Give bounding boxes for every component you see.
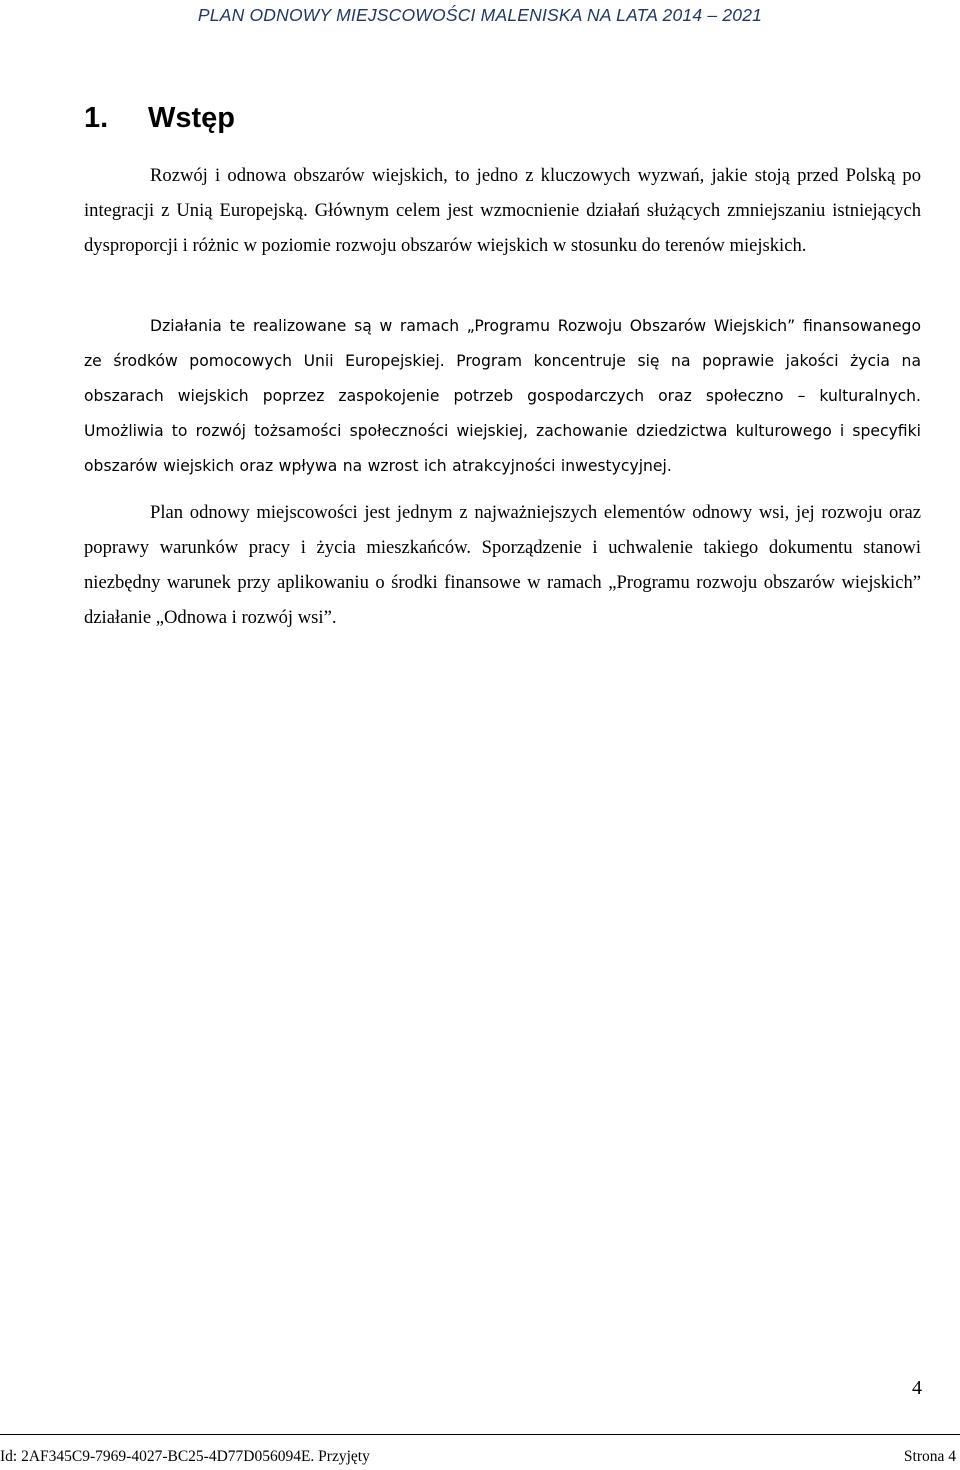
paragraph-intro: Rozwój i odnowa obszarów wiejskich, to jedno z kluczowych wyzwań, jakie stoją przed Polską po integracji z Unią Europejską. Głównym celem jest wzmocnienie działań służących zmniejszaniu istniejących dysproporcji i różnic w poziomie rozwoju obszarów wiejskich w stosunku do terenów miejskich. (84, 165, 921, 256)
document-id: Id: 2AF345C9-7969-4027-BC25-4D77D056094E. Przyjęty (0, 1448, 370, 1465)
running-header: PLAN ODNOWY MIEJSCOWOŚCI MALENISKA NA LATA 2014 – 2021 (197, 5, 763, 25)
page-number: 4 (912, 1377, 922, 1399)
paragraph-program: Działania te realizowane są w ramach „Programu Rozwoju Obszarów Wiejskich” finansowanego ze środków pomocowych Unii Europejskiej. Program koncentruje się na poprawie jakości życia na obszarach wiejskich poprzez zaspokojenie potrzeb gospodarczych oraz społeczno – kulturalnych. Umożliwia to rozwój tożsamości społeczności wiejskiej, zachowanie dziedzictwa kulturowego i specyfiki obszarów wiejskich oraz wpływa na wzrost ich atrakcyjności inwestycyjnej. (84, 317, 921, 475)
paragraph-plan: Plan odnowy miejscowości jest jednym z najważniejszych elementów odnowy wsi, jej rozwoju oraz poprawy warunków pracy i życia mieszkańców. Sporządzenie i uchwalenie takiego dokumentu stanowi niezbędny warunek przy aplikowaniu o środki finansowe w ramach „Programu rozwoju obszarów wiejskich” działanie „Odnowa i rozwój wsi”. (84, 502, 921, 628)
section-heading (84, 98, 235, 138)
section-title: Wstęp (148, 102, 235, 134)
section-number: 1. (84, 102, 109, 134)
footer-divider (0, 1434, 960, 1435)
footer-page-label: Strona 4 (903, 1448, 956, 1465)
